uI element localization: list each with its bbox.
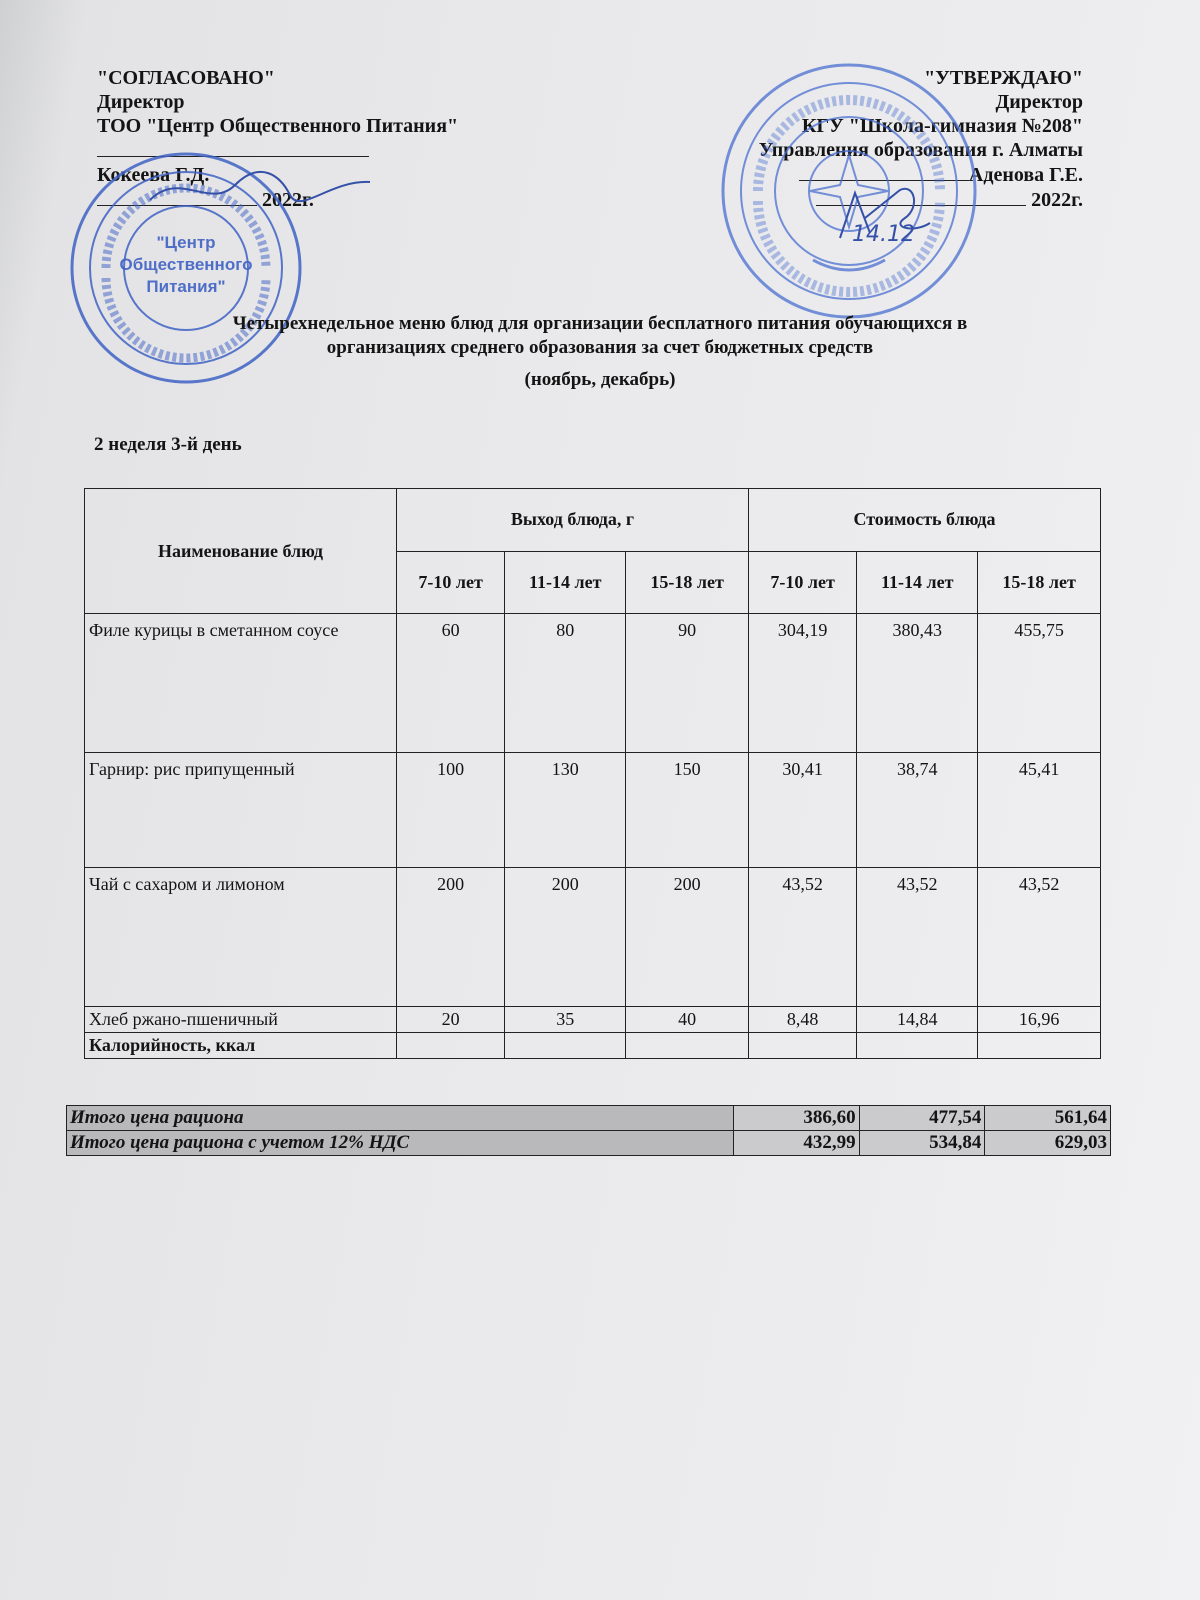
- yield-cell: 200: [397, 868, 505, 1007]
- cost-cell: 43,52: [978, 868, 1101, 1007]
- approval-right-name: Аденова Г.Е.: [968, 164, 1083, 186]
- yield-cell: 130: [505, 753, 626, 868]
- total-vat-value: 629,03: [985, 1131, 1111, 1156]
- col-header-name: Наименование блюд: [85, 489, 397, 614]
- col-yield-age-2: 11-14 лет: [505, 551, 626, 614]
- yield-cell: 90: [626, 614, 749, 753]
- approval-right-date-suffix: 2022г.: [1031, 189, 1083, 211]
- day-label: 2 неделя 3-й день: [94, 434, 242, 455]
- approval-right-dept: Управления образования г. Алматы: [758, 139, 1083, 161]
- dish-name: Хлеб ржано-пшеничный: [85, 1007, 397, 1033]
- table-row: [85, 753, 1101, 868]
- total-label: Итого цена рациона: [67, 1106, 734, 1131]
- document-title: [130, 312, 1070, 392]
- header-row-1: [85, 489, 1101, 552]
- total-value: 386,60: [734, 1106, 860, 1131]
- signature-left-icon: [140, 160, 380, 220]
- total-value: 477,54: [859, 1106, 985, 1131]
- col-yield-age-1: 7-10 лет: [397, 551, 505, 614]
- calories-cell: [397, 1033, 505, 1059]
- yield-cell: 200: [505, 868, 626, 1007]
- cost-cell: 45,41: [978, 753, 1101, 868]
- dish-name: Филе курицы в сметанном соусе: [85, 614, 397, 753]
- col-group-cost: Стоимость блюда: [748, 489, 1100, 552]
- stamp-left-text-2: Общественного: [119, 255, 253, 274]
- title-line-2: организациях среднего образования за счет бюджетных средств: [326, 337, 874, 358]
- total-vat-value: 534,84: [859, 1131, 985, 1156]
- handwritten-date-right: 14.12: [852, 222, 915, 247]
- yield-cell: 150: [626, 753, 749, 868]
- approval-left-org: ТОО "Центр Общественного Питания": [97, 115, 459, 137]
- cost-cell: 38,74: [857, 753, 978, 868]
- calories-row: [85, 1033, 1101, 1059]
- cost-cell: 30,41: [748, 753, 856, 868]
- total-vat-value: 432,99: [734, 1131, 860, 1156]
- calories-cell: [857, 1033, 978, 1059]
- calories-cell: [978, 1033, 1101, 1059]
- cost-cell: 16,96: [978, 1007, 1101, 1033]
- cost-cell: 43,52: [857, 868, 978, 1007]
- calories-cell: [505, 1033, 626, 1059]
- totals-table: [66, 1105, 1111, 1156]
- cost-cell: 455,75: [978, 614, 1101, 753]
- stamp-left-text-3: Питания": [146, 277, 226, 296]
- approval-right-role: Директор: [995, 91, 1083, 113]
- cost-cell: 14,84: [857, 1007, 978, 1033]
- approval-left-date-suffix: 2022г.: [262, 189, 314, 211]
- yield-cell: 100: [397, 753, 505, 868]
- yield-cell: 80: [505, 614, 626, 753]
- total-vat-label: Итого цена рациона с учетом 12% НДС: [67, 1131, 734, 1156]
- yield-cell: 200: [626, 868, 749, 1007]
- table-row: [85, 1007, 1101, 1033]
- dish-name: Гарнир: рис припущенный: [85, 753, 397, 868]
- cost-cell: 43,52: [748, 868, 856, 1007]
- calories-label: Калорийность, ккал: [85, 1033, 397, 1059]
- col-cost-age-1: 7-10 лет: [748, 551, 856, 614]
- total-value: 561,64: [985, 1106, 1111, 1131]
- yield-cell: 20: [397, 1007, 505, 1033]
- calories-cell: [626, 1033, 749, 1059]
- total-vat-row: [67, 1131, 1111, 1156]
- dish-name: Чай с сахаром и лимоном: [85, 868, 397, 1007]
- menu-table: [84, 488, 1101, 1059]
- approval-left-role: Директор: [97, 91, 185, 113]
- col-cost-age-3: 15-18 лет: [978, 551, 1101, 614]
- calories-cell: [748, 1033, 856, 1059]
- approval-left-heading: "СОГЛАСОВАНО": [97, 67, 275, 89]
- stamp-left-text-1: "Центр: [156, 233, 216, 252]
- title-period: (ноябрь, декабрь): [524, 369, 676, 390]
- col-cost-age-2: 11-14 лет: [857, 551, 978, 614]
- cost-cell: 380,43: [857, 614, 978, 753]
- cost-cell: 304,19: [748, 614, 856, 753]
- table-row: [85, 868, 1101, 1007]
- yield-cell: 60: [397, 614, 505, 753]
- approval-right-heading: "УТВЕРЖДАЮ": [924, 67, 1083, 89]
- total-row: [67, 1106, 1111, 1131]
- table-row: [85, 614, 1101, 753]
- cost-cell: 8,48: [748, 1007, 856, 1033]
- approval-right-org: КГУ "Школа-гимназия №208": [801, 115, 1083, 137]
- col-yield-age-3: 15-18 лет: [626, 551, 749, 614]
- yield-cell: 35: [505, 1007, 626, 1033]
- yield-cell: 40: [626, 1007, 749, 1033]
- approval-left-name: Кокеева Г.Д.: [97, 164, 210, 186]
- title-line-1: Четырехнедельное меню блюд для организации бесплатного питания обучающихся в: [232, 313, 968, 334]
- col-group-yield: Выход блюда, г: [397, 489, 749, 552]
